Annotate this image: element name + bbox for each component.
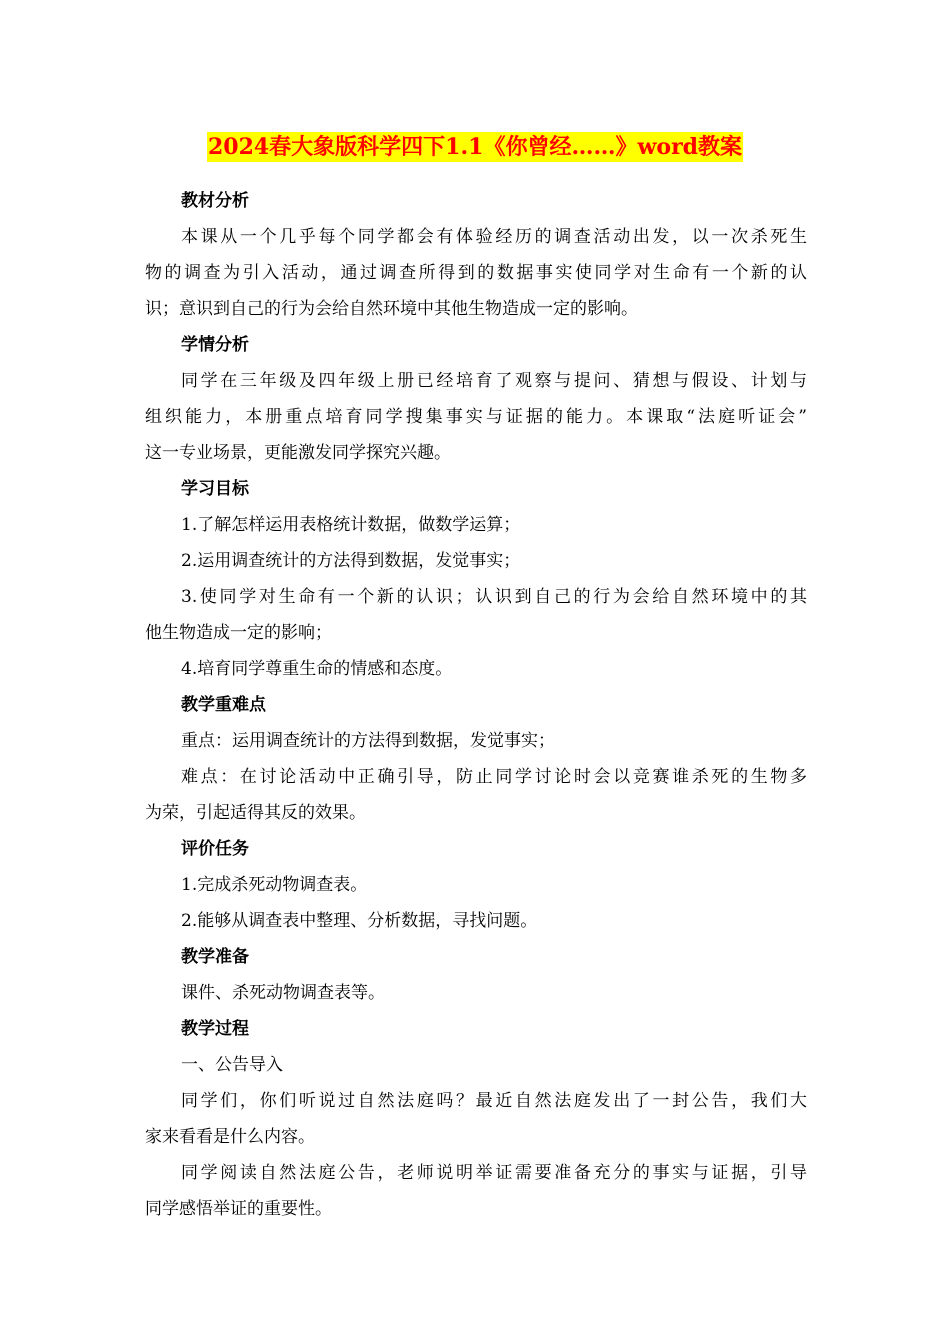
section-heading-preparation: 教学准备	[181, 947, 249, 967]
section-heading-learning-goals: 学习目标	[181, 479, 249, 499]
paragraph-line: 物的调查为引入活动，通过调查所得到的数据事实使同学对生命有一个新的认	[145, 263, 807, 283]
title-container	[0, 132, 950, 162]
paragraph-line: 难点：在讨论活动中正确引导，防止同学讨论时会以竞赛谁杀死的生物多	[181, 767, 807, 787]
paragraph-line: 课件、杀死动物调查表等。	[181, 983, 385, 1003]
section-heading-textbook-analysis: 教材分析	[181, 191, 249, 211]
paragraph-line: 同学们，你们听说过自然法庭吗？最近自然法庭发出了一封公告，我们大	[181, 1091, 807, 1111]
list-item: 2.能够从调查表中整理、分析数据，寻找问题。	[181, 911, 538, 931]
paragraph-line: 识；意识到自己的行为会给自然环境中其他生物造成一定的影响。	[145, 299, 638, 319]
paragraph-line: 这一专业场景，更能激发同学探究兴趣。	[145, 443, 451, 463]
list-item: 1.完成杀死动物调查表。	[181, 875, 368, 895]
section-heading-student-analysis: 学情分析	[181, 335, 249, 355]
section-heading-teaching-process: 教学过程	[181, 1019, 249, 1039]
paragraph-line: 重点：运用调查统计的方法得到数据，发觉事实；	[181, 731, 555, 751]
document-body	[145, 183, 807, 1227]
subheading: 一、公告导入	[181, 1055, 283, 1075]
paragraph-line: 同学在三年级及四年级上册已经培育了观察与提问、猜想与假设、计划与	[181, 371, 807, 391]
list-item-continuation: 他生物造成一定的影响；	[145, 623, 332, 643]
list-item: 3.使同学对生命有一个新的认识；认识到自己的行为会给自然环境中的其	[181, 587, 807, 607]
paragraph-line: 同学阅读自然法庭公告，老师说明举证需要准备充分的事实与证据，引导	[181, 1163, 807, 1183]
list-item: 2.运用调查统计的方法得到数据，发觉事实；	[181, 551, 521, 571]
paragraph-line: 本课从一个几乎每个同学都会有体验经历的调查活动出发，以一次杀死生	[181, 227, 807, 247]
paragraph-line: 同学感悟举证的重要性。	[145, 1199, 332, 1219]
list-item: 1.了解怎样运用表格统计数据，做数学运算；	[181, 515, 521, 535]
paragraph-line: 为荣，引起适得其反的效果。	[145, 803, 366, 823]
paragraph-line: 组织能力，本册重点培育同学搜集事实与证据的能力。本课取“法庭听证会”	[145, 407, 807, 427]
section-heading-key-points: 教学重难点	[181, 695, 266, 715]
list-item: 4.培育同学尊重生命的情感和态度。	[181, 659, 453, 679]
section-heading-evaluation: 评价任务	[181, 839, 249, 859]
document-title: 2024春大象版科学四下1.1《你曾经……》word教案	[207, 134, 743, 160]
paragraph-line: 家来看看是什么内容。	[145, 1127, 315, 1147]
